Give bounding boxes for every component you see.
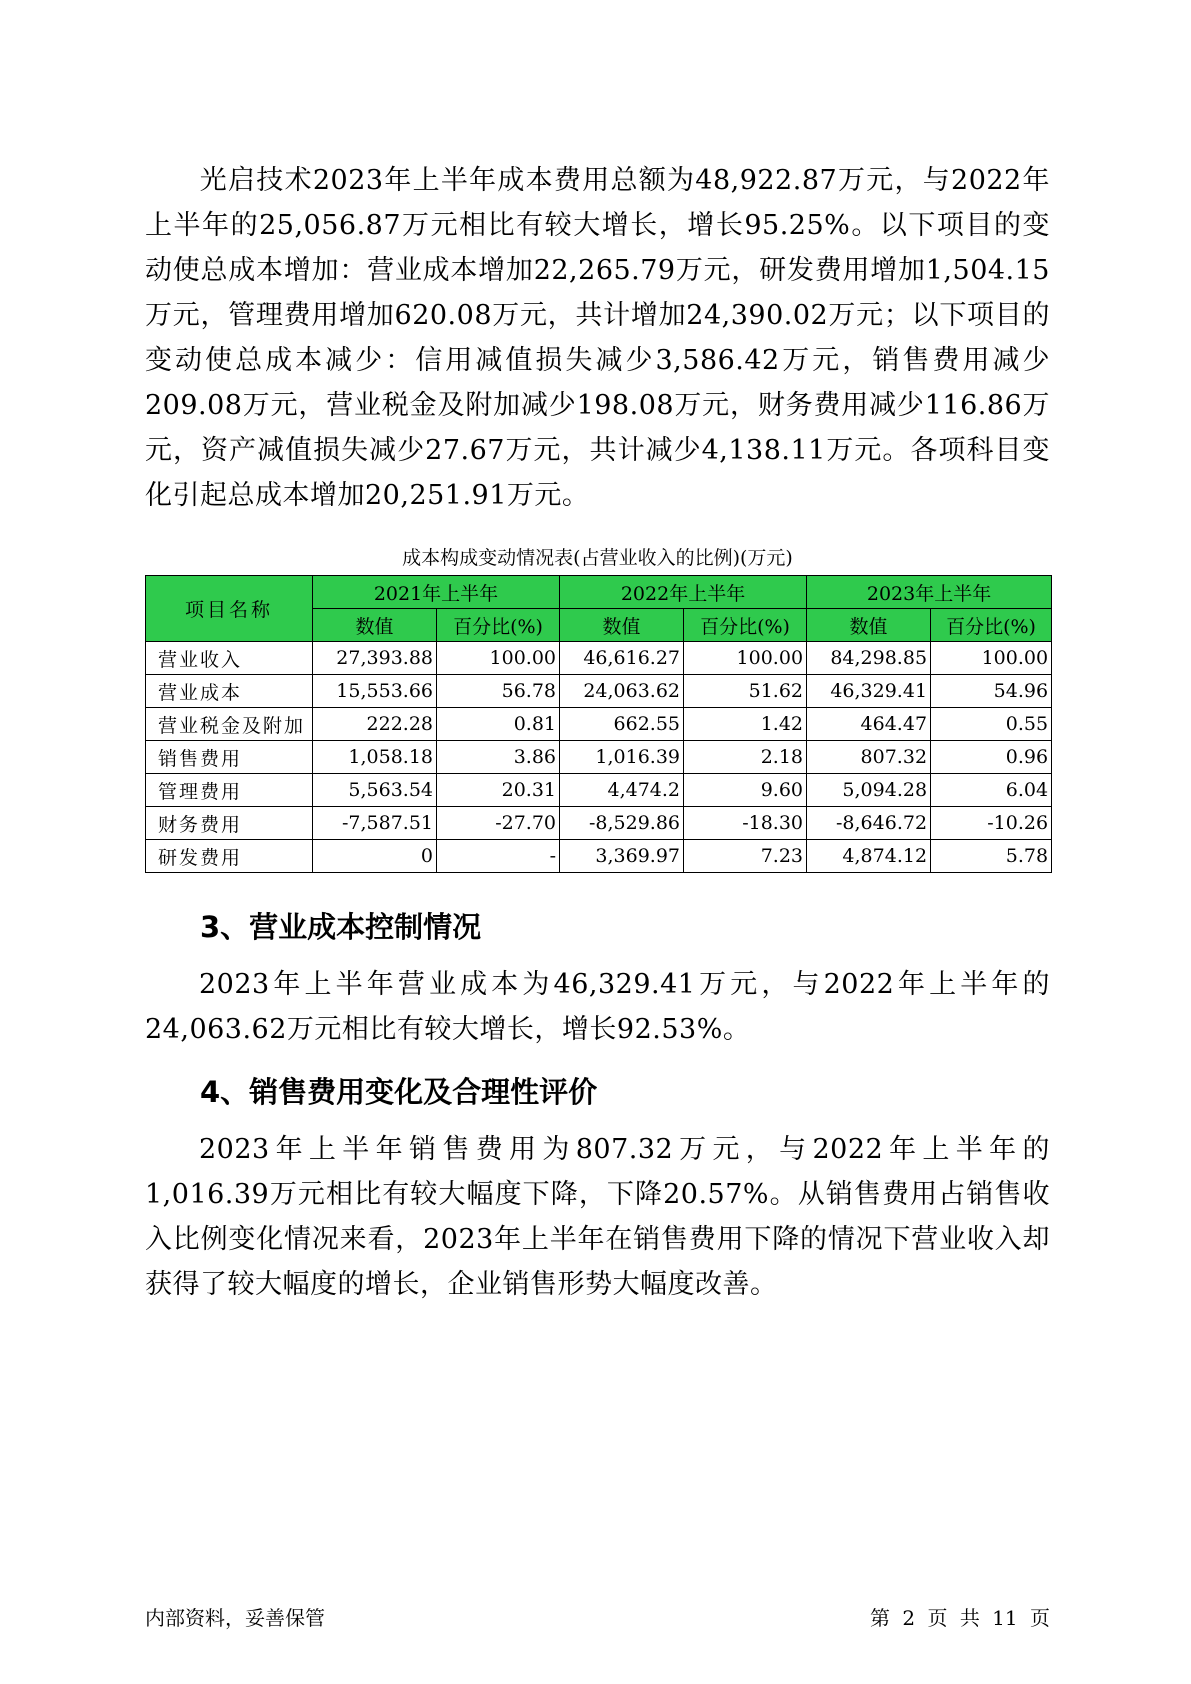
cell-value-2021: -7,587.51	[313, 807, 437, 840]
row-name: 营业税金及附加	[146, 708, 313, 741]
cell-percent-2023: 0.55	[931, 708, 1052, 741]
cell-value-2022: 3,369.97	[560, 840, 684, 873]
cell-value-2023: 4,874.12	[807, 840, 931, 873]
cell-percent-2021: -27.70	[437, 807, 560, 840]
cell-percent-2022: 1.42	[684, 708, 807, 741]
cell-percent-2023: 0.96	[931, 741, 1052, 774]
table-caption: 成本构成变动情况表(占营业收入的比例)(万元)	[402, 547, 793, 569]
cell-percent-2023: -10.26	[931, 807, 1052, 840]
cell-percent-2023: 6.04	[931, 774, 1052, 807]
cell-value-2022: 662.55	[560, 708, 684, 741]
value-header: 数值	[807, 609, 931, 642]
cell-value-2022: -8,529.86	[560, 807, 684, 840]
cell-percent-2021: 100.00	[437, 642, 560, 675]
cell-value-2023: 46,329.41	[807, 675, 931, 708]
year-header-2022: 2022年上半年	[560, 576, 807, 609]
intro-text: 光启技术2023年上半年成本费用总额为48,922.87万元，与2022年上半年的25,056.87万元相比有较大增长，增长95.25%。以下项目的变动使总成本增加：营业成本增加22,265.79万元，研发费用增加1,504.15万元，管理费用增加620.08万元，共计增加24,390.02万元；以下项目的变动使总成本减少：信用减值损失减少3,586.42万元，销售费用减少209.08万元，营业税金及附加减少198.08万元，财务费用减少116.86万元，资产减值损失减少27.67万元，共计减少4,138.11万元。各项科目变化引起总成本增加20,251.91万元。	[145, 165, 1050, 511]
cell-value-2023: 5,094.28	[807, 774, 931, 807]
row-name: 销售费用	[146, 741, 313, 774]
cell-percent-2022: 7.23	[684, 840, 807, 873]
cell-value-2021: 5,563.54	[313, 774, 437, 807]
cell-value-2022: 24,063.62	[560, 675, 684, 708]
cell-value-2021: 222.28	[313, 708, 437, 741]
row-name: 研发费用	[146, 840, 313, 873]
item-name-header: 项目名称	[146, 576, 313, 642]
section3-text: 2023年上半年营业成本为46,329.41万元，与2022年上半年的24,063.62万元相比有较大增长，增长92.53%。	[145, 969, 1050, 1045]
section4-paragraph	[145, 1127, 1050, 1307]
table-row	[146, 741, 1052, 774]
cell-percent-2021: 0.81	[437, 708, 560, 741]
cell-value-2023: 464.47	[807, 708, 931, 741]
table-row	[146, 807, 1052, 840]
table-row	[146, 708, 1052, 741]
table-header-row-years	[146, 576, 1052, 609]
cell-percent-2023: 100.00	[931, 642, 1052, 675]
cell-percent-2023: 5.78	[931, 840, 1052, 873]
percent-header: 百分比(%)	[437, 609, 560, 642]
footer-page-number: 第 2 页 共 11 页	[870, 1606, 1050, 1630]
table-row	[146, 642, 1052, 675]
table-row	[146, 774, 1052, 807]
cell-percent-2021: 3.86	[437, 741, 560, 774]
year-header-2021: 2021年上半年	[313, 576, 560, 609]
row-name: 管理费用	[146, 774, 313, 807]
cell-value-2022: 1,016.39	[560, 741, 684, 774]
percent-header: 百分比(%)	[931, 609, 1052, 642]
cell-value-2021: 0	[313, 840, 437, 873]
cell-percent-2022: 9.60	[684, 774, 807, 807]
cell-percent-2022: 51.62	[684, 675, 807, 708]
cell-value-2023: -8,646.72	[807, 807, 931, 840]
percent-header: 百分比(%)	[684, 609, 807, 642]
table-row	[146, 840, 1052, 873]
row-name: 营业收入	[146, 642, 313, 675]
cell-value-2022: 4,474.2	[560, 774, 684, 807]
cell-value-2023: 807.32	[807, 741, 931, 774]
row-name: 财务费用	[146, 807, 313, 840]
cell-value-2021: 1,058.18	[313, 741, 437, 774]
cell-percent-2022: 2.18	[684, 741, 807, 774]
cell-percent-2022: 100.00	[684, 642, 807, 675]
row-name: 营业成本	[146, 675, 313, 708]
cell-percent-2021: 20.31	[437, 774, 560, 807]
cell-percent-2021: -	[437, 840, 560, 873]
cell-value-2022: 46,616.27	[560, 642, 684, 675]
cell-value-2021: 15,553.66	[313, 675, 437, 708]
table-row	[146, 675, 1052, 708]
cost-structure-table	[145, 575, 1052, 873]
cell-value-2023: 84,298.85	[807, 642, 931, 675]
section3-heading: 3、营业成本控制情况	[200, 910, 482, 944]
year-header-2023: 2023年上半年	[807, 576, 1052, 609]
cell-value-2021: 27,393.88	[313, 642, 437, 675]
section3-paragraph	[145, 962, 1050, 1052]
cell-percent-2022: -18.30	[684, 807, 807, 840]
cell-percent-2021: 56.78	[437, 675, 560, 708]
value-header: 数值	[313, 609, 437, 642]
intro-paragraph	[145, 158, 1050, 518]
section4-heading: 4、销售费用变化及合理性评价	[200, 1075, 598, 1109]
value-header: 数值	[560, 609, 684, 642]
footer-confidential-note: 内部资料，妥善保管	[145, 1606, 325, 1630]
section4-text: 2023年上半年销售费用为807.32万元，与2022年上半年的1,016.39万元相比有较大幅度下降，下降20.57%。从销售费用占销售收入比例变化情况来看，2023年上半年在销售费用下降的情况下营业收入却获得了较大幅度的增长，企业销售形势大幅度改善。	[145, 1134, 1050, 1300]
cell-percent-2023: 54.96	[931, 675, 1052, 708]
